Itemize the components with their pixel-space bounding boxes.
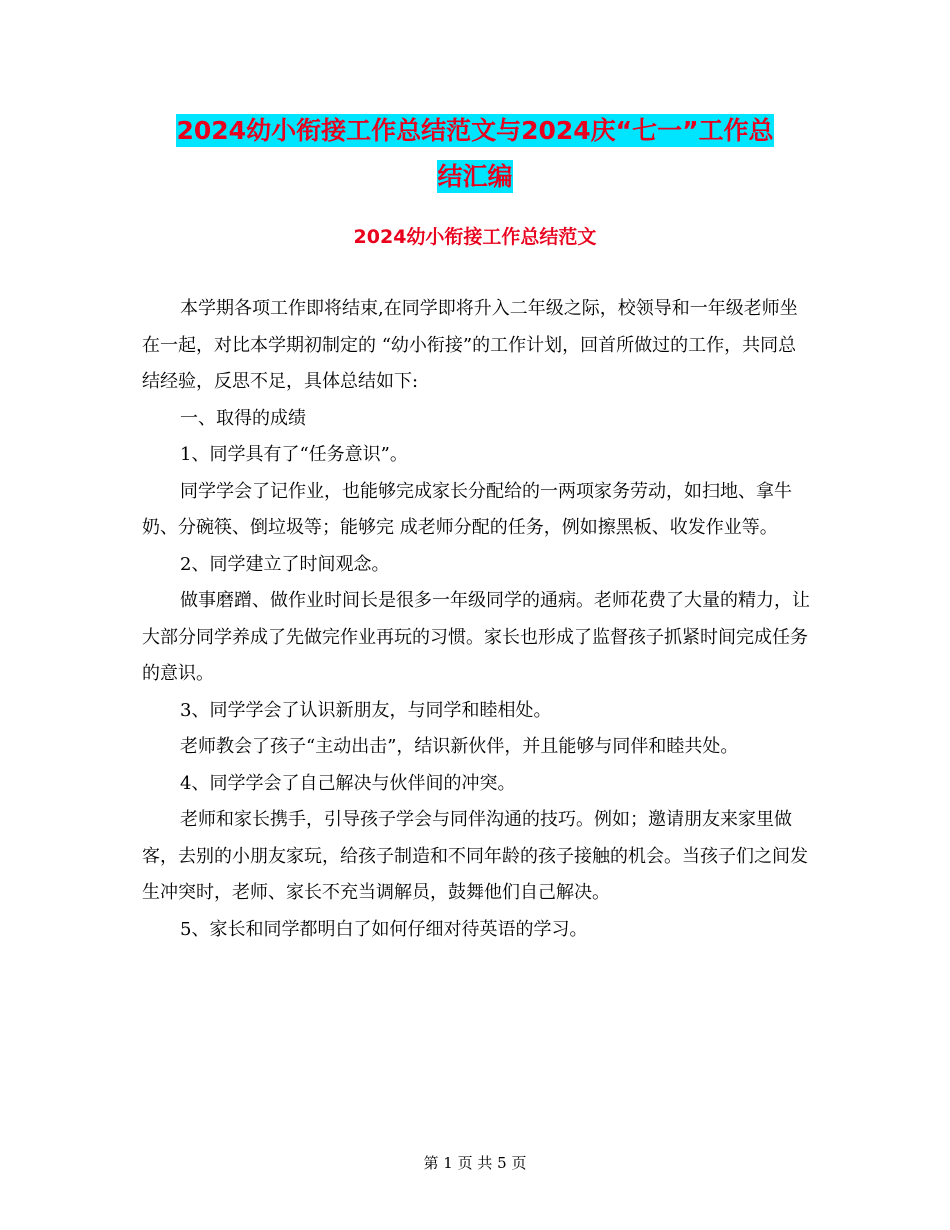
item-heading-1: 1、同学具有了“任务意识”。 bbox=[180, 444, 408, 465]
paragraph-item-2: 做事磨蹭、做作业时间长是很多一年级同学的通病。老师花费了大量的精力，让大部分同学养成了先做完作业再玩的习惯。家长也形成了监督孩子抓紧时间完成任务的意识。 bbox=[142, 590, 810, 684]
item-heading-3: 3、同学学会了认识新朋友，与同学和睦相处。 bbox=[180, 699, 552, 721]
item-heading-2: 2、同学建立了时间观念。 bbox=[180, 553, 390, 575]
item-heading-4: 4、同学学会了自己解决与伙伴间的冲突。 bbox=[180, 772, 516, 794]
item-heading-5: 5、家长和同学都明白了如何仔细对待英语的学习。 bbox=[180, 918, 588, 940]
page-footer: 第 1 页 共 5 页 bbox=[423, 1154, 527, 1172]
heading-achievements: 一、取得的成绩 bbox=[180, 407, 306, 429]
section-heading: 2024幼小衔接工作总结范文 bbox=[353, 226, 597, 248]
document-body bbox=[142, 291, 812, 948]
paragraph-intro: 本学期各项工作即将结束,在同学即将升入二年级之际，校领导和一年级老师坐在一起，对比本学期初制定的 “幼小衔接”的工作计划，回首所做过的工作，共同总结经验，反思不足，具体总结如下: bbox=[142, 298, 798, 392]
paragraph-item-1: 同学学会了记作业，也能够完成家长分配给的一两项家务劳动，如扫地、拿牛奶、分碗筷、倒垃圾等；能够完 成老师分配的任务，例如擦黑板、收发作业等。 bbox=[142, 480, 792, 538]
title-line-2: 结汇编 bbox=[437, 162, 513, 191]
paragraph-item-4: 老师和家长携手，引导孩子学会与同伴沟通的技巧。例如；邀请朋友来家里做客，去别的小朋友家玩，给孩子制造和不同年龄的孩子接触的机会。当孩子们之间发生冲突时，老师、家长不充当调解员，鼓舞他们自己解决。 bbox=[142, 809, 808, 903]
title-line-1: 2024幼小衔接工作总结范文与2024庆“七一”工作总 bbox=[176, 116, 774, 145]
paragraph-item-3: 老师教会了孩子“主动出击”，结识新伙伴，并且能够与同伴和睦共处。 bbox=[180, 736, 739, 757]
document-title bbox=[0, 108, 950, 200]
